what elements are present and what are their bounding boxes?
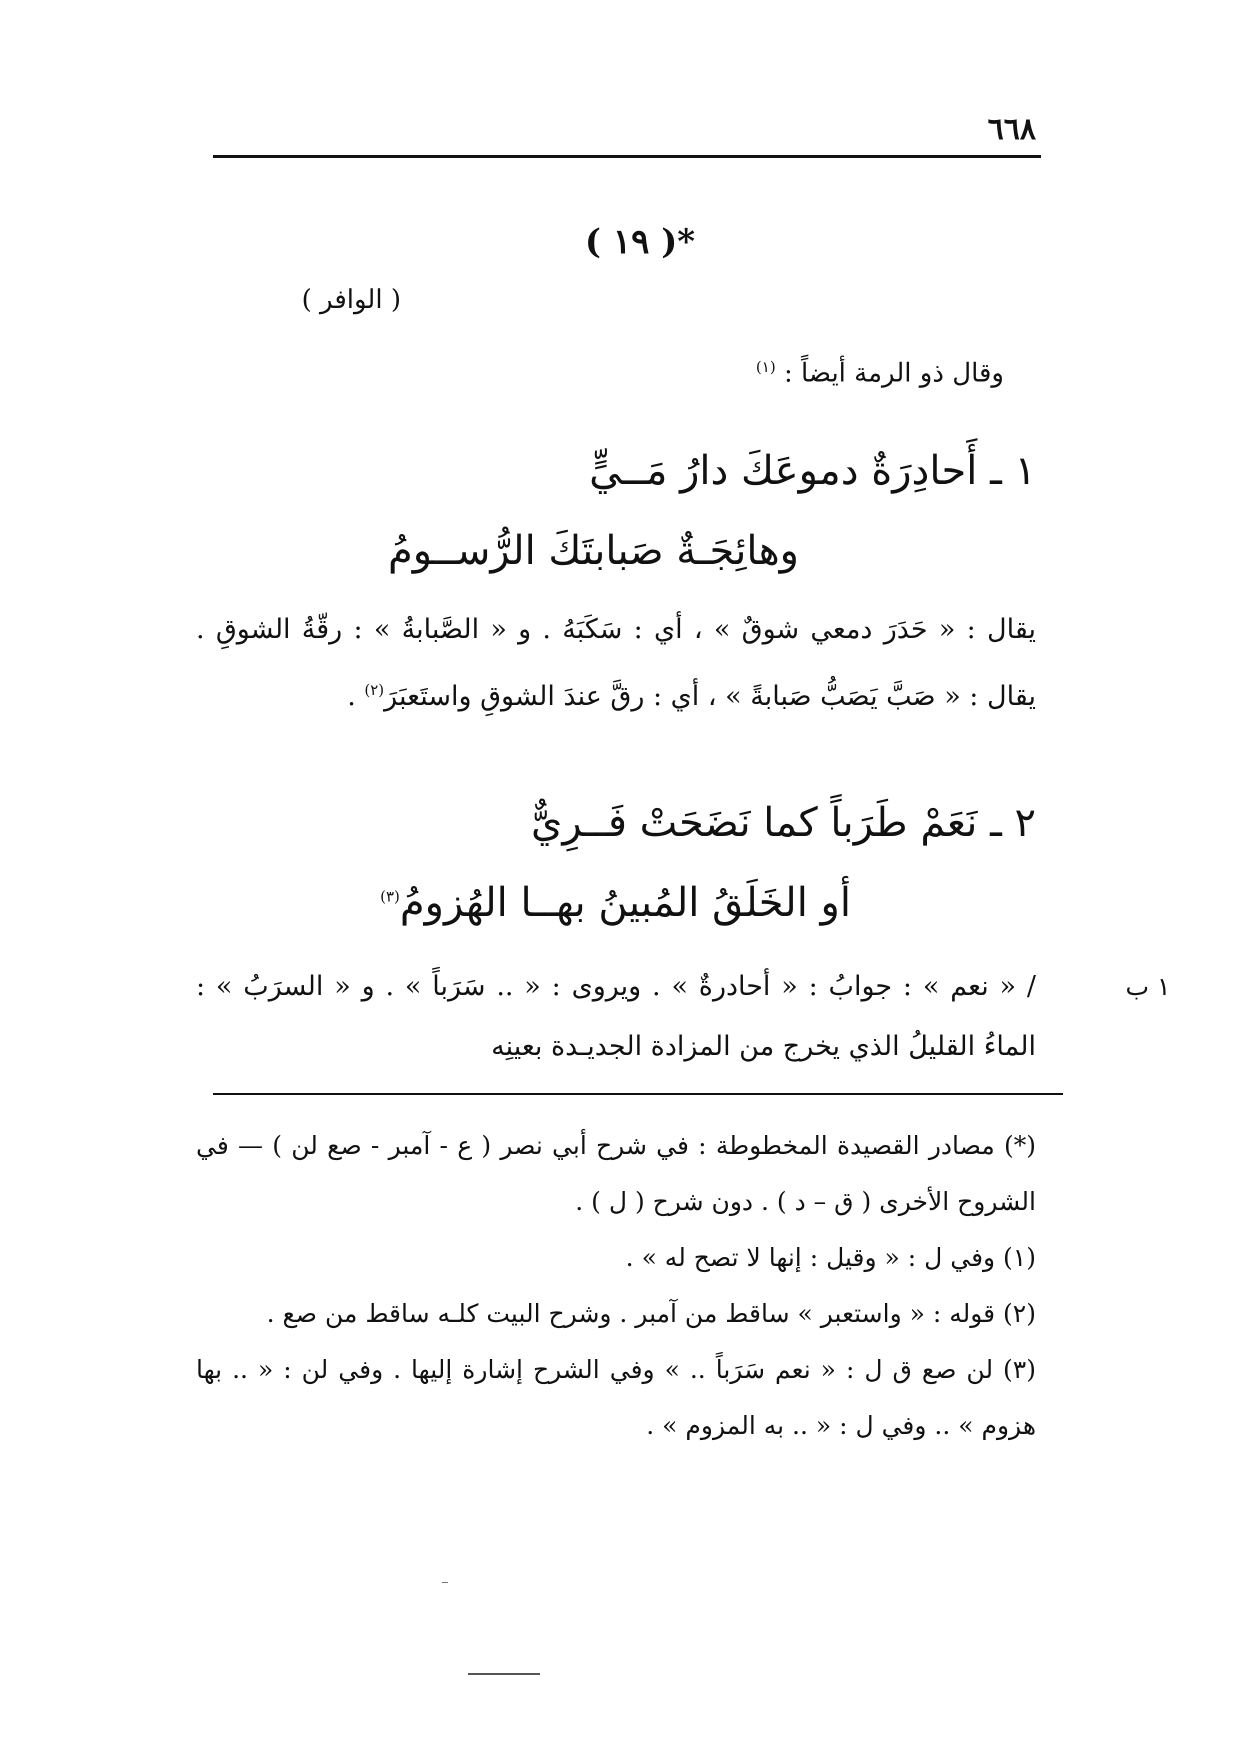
footnote-3: (٣) لن صع ق ل : « نعم سَرَباً .. » وفي الشرح إشارة إليها . وفي لن : « .. بها هزوم » .. وفي ل : « .. به المزوم » . (196, 1355, 1036, 1440)
poem-number: ( ١٩ )* (584, 222, 696, 262)
commentary-1-end: . (347, 681, 365, 712)
footnote-2: (٢) قوله : « واستعبر » ساقط من آمبر . وشرح البيت كلـه ساقط من صع . (266, 1299, 1036, 1328)
footnote-rule (213, 1093, 1063, 1095)
verse-2-second-text: أو الخَلَقُ المُبينُ بهــا الهُزومُ (399, 880, 851, 926)
footnote-sources: (*) مصادر القصيدة المخطوطة : في شرح أبي نصر ( ع - آمبر - صع لن ) — في الشروح الأخرى ( ق – د ) . دون شرح ( ل ) . (196, 1131, 1036, 1216)
header-rule (213, 155, 1041, 158)
intro-line (756, 358, 1004, 389)
print-speck (442, 1582, 448, 1583)
footnote-1: (١) وفي ل : « وقيل : إنها لا تصح له » . (625, 1243, 1036, 1272)
commentary-1-text: يقال : « حَدَرَ دمعي شوقٌ » ، أي : سَكَبَهُ . و « الصَّبابةُ » : رقّةُ الشوقِ . يقال : « صَبَّ يَصَبُّ صَبابةً » ، أي : رقَّ عندَ الشوقِ واستَعبَرَ (196, 614, 1036, 712)
verse-1-second-hemistich: وهائِجَـةٌ صَبابتَكَ الرُّســومُ (387, 528, 799, 574)
commentary-1-note-ref: (٢) (364, 681, 385, 699)
meter-label: ( الوافر ) (301, 285, 401, 315)
verse-1-first-hemistich: ١ ـ أَحادِرَةٌ دموعَكَ دارُ مَــيٍّ (589, 448, 1036, 494)
commentary-verse-1 (196, 600, 1036, 727)
intro-text: وقال ذو الرمة أيضاً : (783, 358, 1004, 389)
folio-marker: ١ ب (1125, 972, 1171, 1001)
verse-2-second-hemistich (380, 880, 851, 926)
verse-2-note-ref: (٣) (380, 887, 400, 906)
footnotes (196, 1118, 1036, 1454)
commentary-verse-2: / « نعم » : جوابُ : « أحادرةٌ » . ويروى : « .. سَرَباً » . و « السرَبُ » : الماءُ القليلُ الذي يخرج من المزادة الجديـدة بعينِه (196, 971, 1036, 1062)
intro-note-ref: (١) (755, 358, 776, 376)
page-number: ٦٦٨ (987, 112, 1036, 147)
bottom-scan-mark (468, 1673, 540, 1675)
verse-2-first-hemistich: ٢ ـ نَعَمْ طَرَباً كما نَضَحَتْ فَــرِيٌّ (531, 800, 1036, 846)
